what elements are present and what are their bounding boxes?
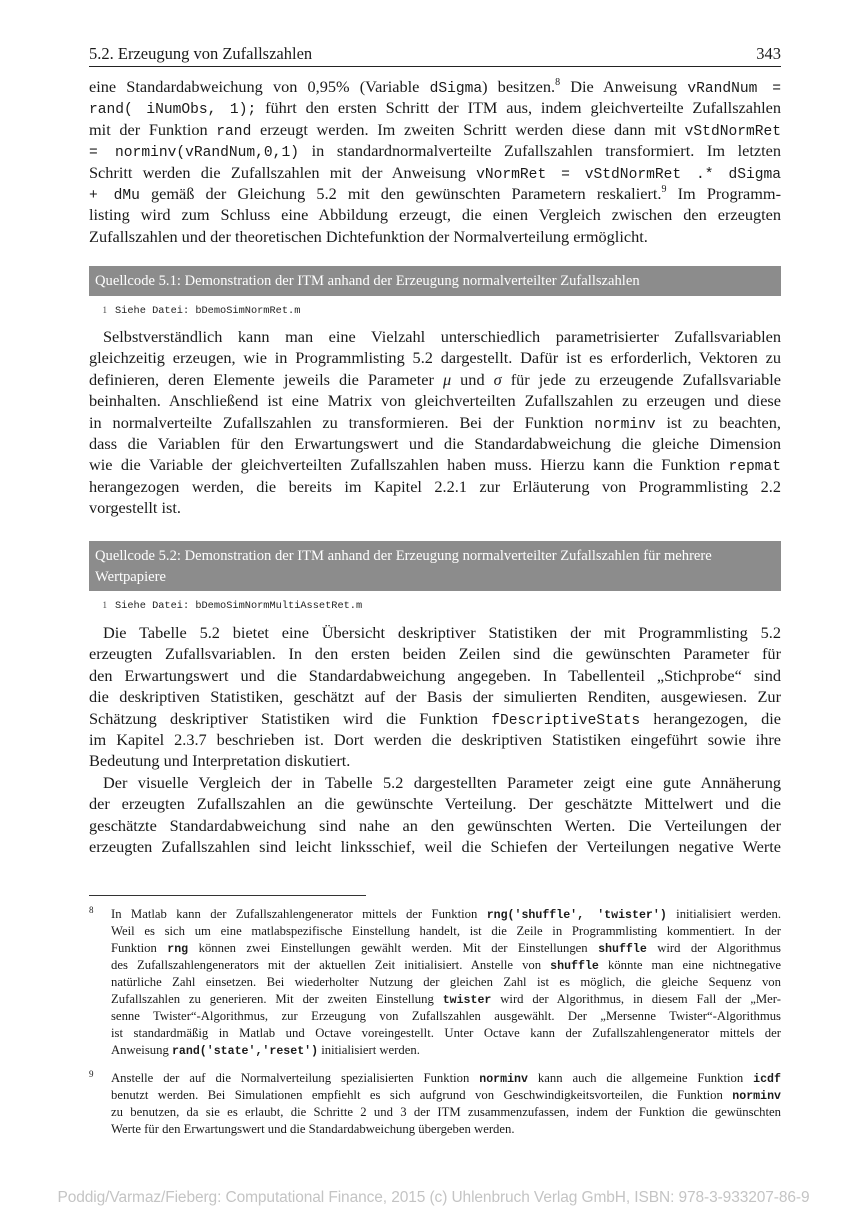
text-run: vorgestellt ist. xyxy=(89,498,181,518)
text-line xyxy=(89,412,781,433)
text-run: im Kapitel 2.3.7 beschrieben ist. Dort werden die deskriptiven Statistiken eingeführt sowie ihre xyxy=(89,729,781,749)
text-line xyxy=(89,76,781,97)
inline-code: norminv xyxy=(479,1073,528,1086)
text-line xyxy=(111,923,781,940)
text-run: erzeugten Zufallszahlen sind leicht linksschief, weil die Schiefen der Verteilungen negative Werte xyxy=(89,837,781,857)
text-line xyxy=(89,369,781,390)
inline-code: vRandNum = xyxy=(687,81,782,97)
text-line xyxy=(111,957,781,974)
inline-code: rand( iNumObs, 1); xyxy=(89,102,257,119)
text-run: mit der Funktion xyxy=(89,119,217,139)
listing-caption-text: Quellcode 5.2: Demonstration der ITM anhand der Erzeugung normalverteilter Zufallszahlen für mehrere Wertpapiere xyxy=(95,548,712,585)
text-run: der erzeugten Zufallszahlen an die gewünschte Verteilung. Der geschätzte Mittelwert und die xyxy=(89,794,781,814)
text-line xyxy=(89,793,781,814)
code-line-text: Siehe Datei: bDemoSimNormRet.m xyxy=(115,305,301,317)
text-run: Bedeutung und Interpretation diskutiert. xyxy=(89,751,351,771)
text-line xyxy=(89,204,781,225)
inline-code: shuffle xyxy=(550,960,599,973)
code-line-number: 1 xyxy=(102,305,107,315)
footnote-body xyxy=(111,906,781,1059)
footnote-8 xyxy=(89,906,781,1059)
text-line xyxy=(89,665,781,686)
text-run: führt den ersten Schritt der ITM aus, indem gleichverteilte Zufallszahlen xyxy=(256,98,782,118)
text-run: dass die Variablen für den Erwartungswert und die Standardabweichung die gleiche Dimension xyxy=(89,433,781,453)
text-run: Anstelle der auf die Normalverteilung spezialisierten Funktion xyxy=(111,1071,480,1085)
text-line xyxy=(89,772,781,793)
footnote-number: 9 xyxy=(89,1069,94,1079)
text-line xyxy=(111,1025,781,1042)
footnote-marker: 8 xyxy=(555,77,561,88)
inline-code: rand xyxy=(216,123,252,140)
paragraph-visual-comparison xyxy=(89,772,781,858)
inline-code: norminv xyxy=(732,1090,781,1103)
text-line xyxy=(89,433,781,454)
text-line xyxy=(111,991,781,1008)
text-line xyxy=(111,1087,781,1104)
text-run: Zufallszahlen zu generieren. Mit der zweiten Einstellung xyxy=(111,992,443,1006)
text-run: Schritt werden die Zufallszahlen mit der Anweisung xyxy=(89,162,477,182)
text-run: wie die Variable der gleichverteilten Zufallszahlen haben muss. Hierzu kann die Funktion xyxy=(89,455,729,475)
inline-code: dSigma xyxy=(429,81,483,97)
listing-caption-text: Quellcode 5.1: Demonstration der ITM anhand der Erzeugung normalverteilter Zufallszahlen xyxy=(95,273,640,289)
footnote-marker: 9 xyxy=(661,183,667,195)
text-run: Zufallszahlen und der theoretischen Dichtefunktion der Normalverteilung ermöglicht. xyxy=(89,226,648,246)
text-line xyxy=(89,729,781,750)
section-title: 5.2. Erzeugung von Zufallszahlen xyxy=(89,44,313,63)
code-line-text: Siehe Datei: bDemoSimNormMultiAssetRet.m xyxy=(115,600,363,612)
text-run: und xyxy=(451,369,494,389)
inline-code: rand('state','reset') xyxy=(171,1045,319,1058)
text-run: Die Tabelle 5.2 bietet eine Übersicht deskriptiver Statistiken der mit Programmlisting 5.2 xyxy=(103,623,781,642)
inline-code: = norminv(vRandNum,0,1) xyxy=(89,145,299,162)
text-line xyxy=(89,622,781,643)
text-run: Im Programm- xyxy=(666,183,781,203)
text-run: Weil es sich um eine matlabspezifische Einstellung handelt, ist die Zeile in Programmlisting kommentiert. In der xyxy=(111,924,781,938)
inline-code: fDescriptiveStats xyxy=(491,712,641,729)
text-line xyxy=(111,1070,781,1087)
math-symbol: μ xyxy=(442,369,452,389)
inline-code: norminv xyxy=(594,416,656,433)
text-run: natürliche Zahl einsetzen. Bei wiederholter Nutzung der gleichen Zahl ist es möglich, die gleiche Sequenz von xyxy=(111,975,781,989)
text-line xyxy=(89,686,781,707)
inline-code: icdf xyxy=(753,1073,781,1086)
text-run: Der visuelle Vergleich der in Tabelle 5.2 dargestellten Parameter zeigt eine gute Annäherung xyxy=(103,773,781,792)
listing-caption-5-2 xyxy=(89,541,781,591)
text-run: in normalverteilte Zufallszahlen zu transformieren. Bei der Funktion xyxy=(89,412,595,432)
text-line xyxy=(89,815,781,836)
running-header xyxy=(89,40,781,67)
inline-code: twister xyxy=(442,994,492,1007)
text-run: ist standardmäßig in Matlab und Octave voreingestellt. Unter Octave kann der Zufallszahlengenerator mittels der xyxy=(111,1026,781,1040)
text-line xyxy=(89,347,781,368)
text-run: beinhalten. Anschließend ist eine Matrix von gleichverteilten Zufallszahlen zu erzeugen und diese xyxy=(89,391,781,411)
text-run: wird der Algorithmus, in diesem Fall der „Mer- xyxy=(491,992,782,1006)
footnote-body xyxy=(111,1070,781,1138)
text-run: den Erwartungswert und die Standardabweichung angegeben. In Tabellenteil „Stichprobe“ sind xyxy=(89,665,781,685)
text-run: ) besitzen. xyxy=(482,77,556,96)
text-line xyxy=(89,97,781,118)
text-line xyxy=(89,162,781,183)
text-line xyxy=(89,476,781,497)
text-line xyxy=(89,643,781,664)
text-run: erzeugten Zufallsvariablen. In den ersten beiden Zeilen sind die gewünschten Parameter für xyxy=(89,644,781,664)
text-line xyxy=(111,906,781,923)
inline-code: vStdNormRet xyxy=(684,123,782,140)
text-line xyxy=(89,497,781,518)
text-line xyxy=(111,1104,781,1121)
text-run: herangezogen werden, die bereits im Kapitel 2.2.1 zur Erläuterung von Programmlisting 2.2 xyxy=(89,476,781,496)
text-run: erzeugt werden. Im zweiten Schritt werden diese dann mit xyxy=(251,119,685,139)
footnote-9 xyxy=(89,1070,781,1138)
math-symbol: σ xyxy=(493,369,502,389)
text-run: eine Standardabweichung von 0,95% (Variable xyxy=(89,77,430,96)
inline-code: shuffle xyxy=(598,943,647,956)
text-run: könnte man eine nichtnegative xyxy=(598,958,781,972)
inline-code: vNormRet = vStdNormRet .* dSigma xyxy=(476,166,781,183)
text-run: Die Anweisung xyxy=(560,77,688,96)
text-line xyxy=(89,140,781,161)
code-line-number: 1 xyxy=(102,600,107,610)
text-line xyxy=(89,119,781,140)
text-run: initialisiert werden. xyxy=(666,907,781,921)
copyright-watermark: Poddig/Varmaz/Fieberg: Computational Finance, 2015 (c) Uhlenbruch Verlag GmbH, ISBN: 978-3-933207-86-9 xyxy=(57,1189,810,1206)
text-run: Werte für den Erwartungswert und die Standardabweichung übergeben werden. xyxy=(111,1122,515,1136)
text-run: Funktion xyxy=(111,941,168,955)
text-line xyxy=(89,836,781,857)
text-line xyxy=(89,454,781,475)
text-run: definieren, deren Elemente jeweils die Parameter xyxy=(89,369,443,389)
text-run: In Matlab kann der Zufallszahlengenerator mittels der Funktion xyxy=(111,907,487,921)
text-run: benutzt werden. Bei Simulationen empfiehlt es sich aufgrund von Geschwindigkeitsvorteilen, die Funktion xyxy=(111,1088,733,1102)
text-run: die deskriptiven Statistiken, geschätzt auf der Basis der simulierten Renditen, ausgewiesen. Zur xyxy=(89,687,781,707)
text-run: gleichzeitig erzeugen, wie in Programmlisting 5.2 dargestellt. Dafür ist es erforderlich, Vektoren zu xyxy=(89,348,781,368)
text-run: Selbstverständlich kann man eine Vielzahl unterschiedlich parametrisierter Zufallsvariablen xyxy=(103,327,781,346)
text-line xyxy=(89,326,781,347)
text-run: listing wird zum Schluss eine Abbildung erzeugt, die einen Vergleich zwischen den erzeugten xyxy=(89,205,781,225)
page-number: 343 xyxy=(756,44,781,63)
text-run: zu benutzen, da sie es erlaubt, die Schritte 2 und 3 der ITM zusammenzufassen, indem der Funktion die gewünschten xyxy=(111,1105,781,1119)
text-run: in standardnormalverteilte Zufallszahlen transformiert. Im letzten xyxy=(298,141,781,161)
text-line xyxy=(111,974,781,991)
text-run: initialisiert werden. xyxy=(318,1043,420,1057)
inline-code: + dMu xyxy=(89,187,140,204)
paragraph-table-overview xyxy=(89,622,781,772)
text-run: Anweisung xyxy=(111,1043,172,1057)
inline-code: repmat xyxy=(728,459,781,476)
text-line xyxy=(89,708,781,729)
text-line xyxy=(111,1008,781,1025)
text-run: geschätzte Standardabweichung sind nahe an den gewünschten Werten. Die Verteilungen der xyxy=(89,815,781,835)
text-run: senne Twister“-Algorithmus, zur Erzeugung von Zufallszahlen ausgewählt. Der „Mersenne Twister“-Algorithmus xyxy=(111,1009,781,1023)
footnote-number: 8 xyxy=(89,905,94,915)
text-line xyxy=(89,390,781,411)
text-line xyxy=(111,1042,781,1059)
text-run: ist zu beachten, xyxy=(655,412,781,432)
text-run: herangezogen, die xyxy=(640,708,781,728)
code-listing-5-2 xyxy=(89,598,781,613)
text-line xyxy=(89,750,781,771)
text-run: Schätzung deskriptiver Statistiken wird die Funktion xyxy=(89,708,492,728)
text-line xyxy=(89,226,781,247)
text-run: gemäß der Gleichung 5.2 mit den gewünschten Parametern reskaliert. xyxy=(139,183,662,203)
text-run: können zwei Einstellungen gewählt werden. Mit der Einstellungen xyxy=(188,941,599,955)
inline-code: rng xyxy=(167,943,189,956)
code-listing-5-1 xyxy=(89,303,781,318)
text-run: wird der Algorithmus xyxy=(646,941,781,955)
footnote-separator xyxy=(89,895,366,896)
paragraph-multiple-variables xyxy=(89,326,781,519)
text-run: des Zufallszahlengenerators mit der aktuellen Zeit initialisiert. Anstelle von xyxy=(111,958,551,972)
text-run: für jede zu erzeugende Zufallsvariable xyxy=(501,369,782,389)
text-line xyxy=(111,1121,781,1138)
text-line xyxy=(111,940,781,957)
paragraph-itm-explanation xyxy=(89,76,781,247)
text-line xyxy=(89,183,781,204)
listing-caption-5-1 xyxy=(89,266,781,296)
text-run: kann auch die allgemeine Funktion xyxy=(527,1071,754,1085)
inline-code: rng('shuffle', 'twister') xyxy=(486,909,667,922)
